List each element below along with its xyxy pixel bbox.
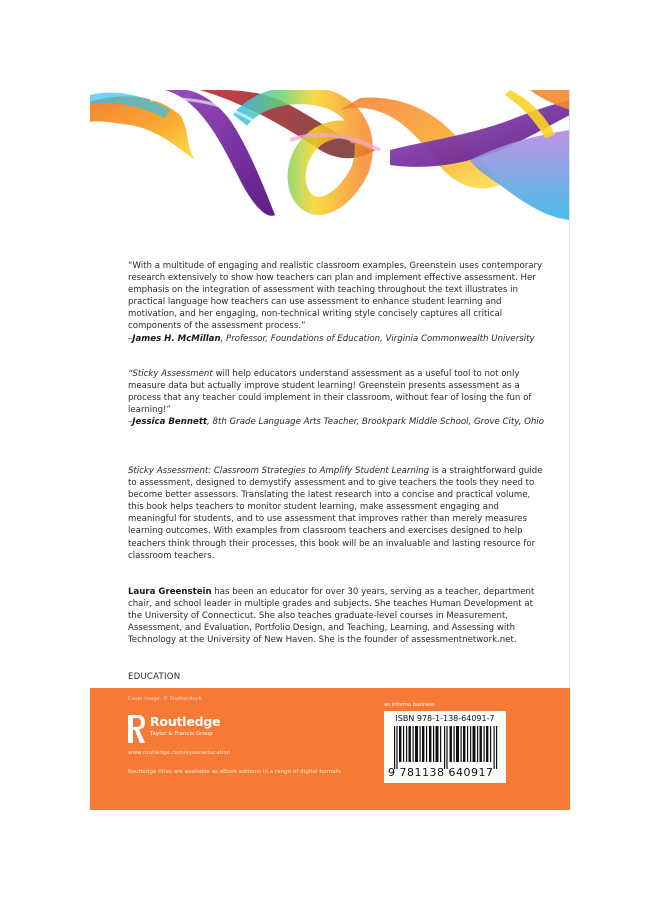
- endorsement-quote-1: [128, 260, 548, 345]
- isbn-label: ISBN 978-1-138-64091-7: [395, 714, 495, 723]
- author-bio: [128, 586, 548, 646]
- isbn-barcode: [384, 711, 506, 783]
- quote-text: “With a multitude of engaging and realistic classroom examples, Greenstein uses contemporary research extensively to show how teachers can plan and implement effective assessment. Her emphasis on the integration of assessment with teaching throughout the text illustrates in practical language how teachers can use assessment to enhance student learning and motivation, and her engaging, non-technical writing style concisely captures all critical components of the assessment process.”: [128, 261, 543, 332]
- quote-author: James H. McMillan: [132, 333, 221, 344]
- quote-text: will help educators understand assessment as a useful tool to not only measure data but actually improve student learning! Greenstein presents assessment as a process that any teacher could implement in their classroom, without fear of losing the fun of learning!”: [128, 369, 532, 416]
- quote-dash: –: [128, 333, 133, 344]
- decorative-ribbon-art: [90, 90, 570, 250]
- routledge-r-icon: [128, 714, 146, 744]
- description-text: is a straightforward guide to assessment, designed to demystify assessment and to give teachers the tools they need to become better assessors. Translating the latest research into a concise and practical volume, this book helps teachers to monitor student learning, make assessment engaging and meaningful for students, and to use assessment that improves rather than merely measures learning outcomes. With examples from classroom teachers and exercises designed to help teachers think through their processes, this book will be an invaluable and lasting resource for classroom teachers.: [128, 466, 543, 561]
- routledge-logo: [128, 714, 248, 744]
- publisher-group: Taylor & Francis Group: [150, 731, 213, 737]
- publisher-website: www.routledge.com/eyeoneducation: [128, 750, 231, 756]
- publisher-name: Routledge: [150, 714, 221, 729]
- quote-author: Jessica Bennett: [132, 417, 208, 428]
- quote-dash: –: [128, 417, 133, 428]
- quote-affiliation: , 8th Grade Language Arts Teacher, Brookpark Middle School, Grove City, Ohio: [207, 417, 545, 428]
- book-back-cover: [90, 90, 570, 810]
- book-title: Sticky Assessment: Classroom Strategies to Amplify Student Learning: [128, 466, 430, 476]
- quote-book-title: “Sticky Assessment: [128, 369, 213, 379]
- author-name: Laura Greenstein: [128, 587, 212, 597]
- endorsement-quote-2: [128, 368, 548, 428]
- informa-business-label: an informa business: [384, 702, 435, 708]
- quote-affiliation: , Professor, Foundations of Education, Virginia Commonwealth University: [220, 333, 535, 344]
- cover-image-credit: Cover image: © Shutterstock: [128, 696, 202, 702]
- book-description: [128, 465, 548, 562]
- publisher-footer-band: [90, 688, 570, 810]
- subject-category: EDUCATION: [128, 672, 181, 682]
- author-bio-text: has been an educator for over 30 years, serving as a teacher, department chair, and school leader in multiple grades and subjects. She teaches Human Development at the University of Connecticut. She also teaches graduate-level courses in Measurement, Assessment, and Evaluation, Portfolio Design, and Teaching, Learning, and Assessing with Technology at the University of New Haven. She is the founder of assessmentnetwork.net.: [128, 587, 535, 646]
- barcode-number: 9 781138 640917: [388, 766, 494, 779]
- ebook-availability-note: Routledge titles are available as eBook editions in a range of digital formats: [128, 769, 341, 775]
- cover-edge-line: [569, 90, 570, 688]
- barcode-icon: [394, 726, 498, 769]
